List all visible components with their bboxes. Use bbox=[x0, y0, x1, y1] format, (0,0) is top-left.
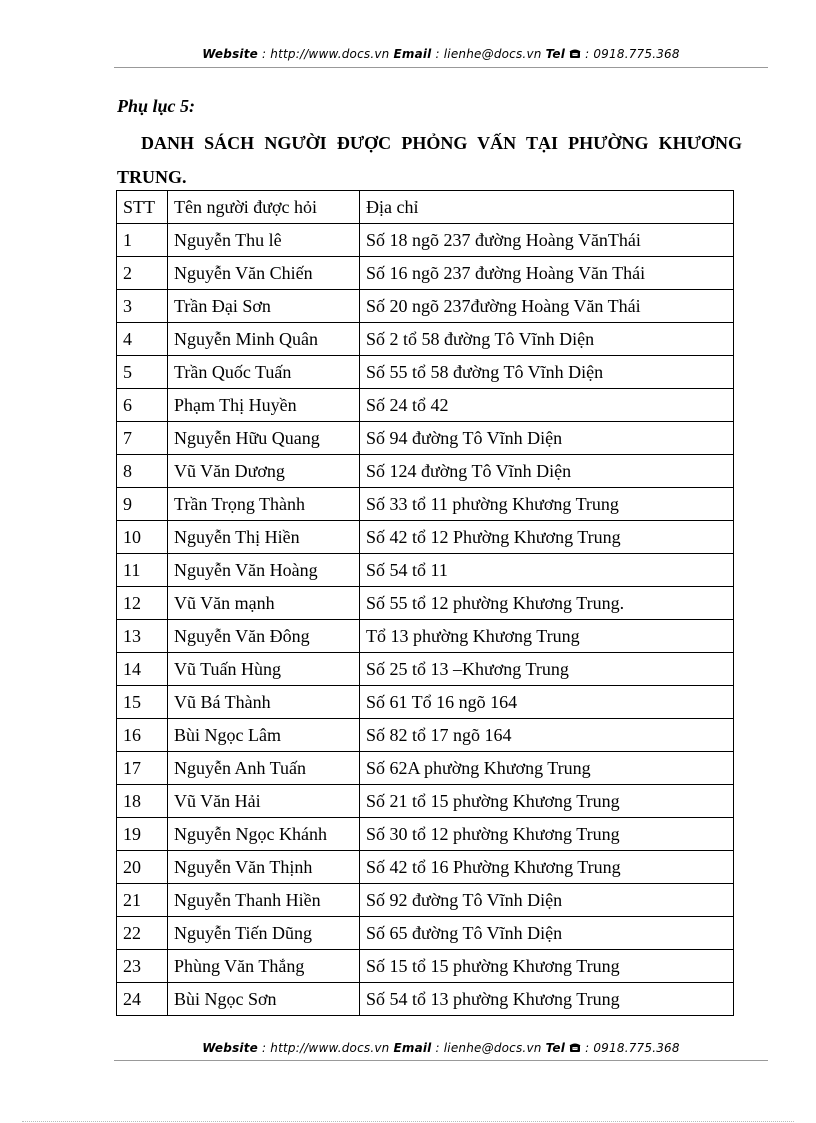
cell-name: Nguyễn Thu lê bbox=[168, 224, 360, 257]
table-row bbox=[117, 752, 734, 785]
table-row bbox=[117, 653, 734, 686]
table-row bbox=[117, 554, 734, 587]
page-footer bbox=[114, 1041, 768, 1055]
cell-address: Số 65 đường Tô Vĩnh Diện bbox=[360, 917, 734, 950]
phone-number: : 0918.775.368 bbox=[581, 1041, 680, 1055]
table-row bbox=[117, 983, 734, 1016]
cell-name: Nguyễn Văn Đông bbox=[168, 620, 360, 653]
cell-name: Nguyễn Hữu Quang bbox=[168, 422, 360, 455]
cell-address: Số 18 ngõ 237 đường Hoàng VănThái bbox=[360, 224, 734, 257]
cell-address: Số 62A phường Khương Trung bbox=[360, 752, 734, 785]
table-row bbox=[117, 455, 734, 488]
cell-name: Bùi Ngọc Lâm bbox=[168, 719, 360, 752]
cell-address: Số 20 ngõ 237đường Hoàng Văn Thái bbox=[360, 290, 734, 323]
footer-divider bbox=[114, 1060, 768, 1061]
table-row bbox=[117, 884, 734, 917]
cell-address: Số 94 đường Tô Vĩnh Diện bbox=[360, 422, 734, 455]
tel-label: Tel bbox=[545, 47, 566, 61]
table-row bbox=[117, 521, 734, 554]
cell-address: Số 61 Tổ 16 ngõ 164 bbox=[360, 686, 734, 719]
cell-name: Nguyễn Tiến Dũng bbox=[168, 917, 360, 950]
cell-stt: 15 bbox=[117, 686, 168, 719]
cell-stt: 5 bbox=[117, 356, 168, 389]
interviewee-table bbox=[116, 190, 734, 1016]
cell-stt: 19 bbox=[117, 818, 168, 851]
phone-icon bbox=[569, 48, 581, 59]
table-row bbox=[117, 587, 734, 620]
cell-name: Vũ Tuấn Hùng bbox=[168, 653, 360, 686]
table-row bbox=[117, 851, 734, 884]
cell-stt: 16 bbox=[117, 719, 168, 752]
table-row bbox=[117, 422, 734, 455]
appendix-label: Phụ lục 5: bbox=[117, 96, 196, 116]
email-label: Email bbox=[393, 47, 432, 61]
column-header-stt: STT bbox=[117, 191, 168, 224]
cell-stt: 6 bbox=[117, 389, 168, 422]
cell-address: Số 54 tổ 11 bbox=[360, 554, 734, 587]
table-row bbox=[117, 620, 734, 653]
table-row bbox=[117, 356, 734, 389]
cell-stt: 18 bbox=[117, 785, 168, 818]
cell-name: Vũ Bá Thành bbox=[168, 686, 360, 719]
phone-number: : 0918.775.368 bbox=[581, 47, 680, 61]
email-address[interactable]: : lienhe@docs.vn bbox=[431, 1041, 546, 1055]
cell-address: Số 124 đường Tô Vĩnh Diện bbox=[360, 455, 734, 488]
cell-name: Phạm Thị Huyền bbox=[168, 389, 360, 422]
cell-address: Số 42 tổ 16 Phường Khương Trung bbox=[360, 851, 734, 884]
cell-address: Số 25 tổ 13 –Khương Trung bbox=[360, 653, 734, 686]
cell-address: Số 21 tổ 15 phường Khương Trung bbox=[360, 785, 734, 818]
cell-name: Nguyễn Văn Hoàng bbox=[168, 554, 360, 587]
cell-stt: 7 bbox=[117, 422, 168, 455]
cell-name: Nguyễn Anh Tuấn bbox=[168, 752, 360, 785]
column-header-name: Tên người được hỏi bbox=[168, 191, 360, 224]
cell-address: Số 33 tổ 11 phường Khương Trung bbox=[360, 488, 734, 521]
cell-stt: 4 bbox=[117, 323, 168, 356]
cell-stt: 3 bbox=[117, 290, 168, 323]
cell-stt: 12 bbox=[117, 587, 168, 620]
cell-name: Phùng Văn Thắng bbox=[168, 950, 360, 983]
website-label: Website bbox=[202, 1041, 258, 1055]
page-edge-divider bbox=[22, 1121, 794, 1122]
table-header-row bbox=[117, 191, 734, 224]
cell-address: Số 55 tổ 12 phường Khương Trung. bbox=[360, 587, 734, 620]
table-row bbox=[117, 785, 734, 818]
cell-name: Nguyễn Văn Thịnh bbox=[168, 851, 360, 884]
cell-name: Vũ Văn Hải bbox=[168, 785, 360, 818]
cell-address: Số 30 tổ 12 phường Khương Trung bbox=[360, 818, 734, 851]
cell-name: Vũ Văn Dương bbox=[168, 455, 360, 488]
cell-name: Nguyễn Thanh Hiền bbox=[168, 884, 360, 917]
cell-stt: 21 bbox=[117, 884, 168, 917]
table-row bbox=[117, 950, 734, 983]
cell-address: Số 54 tổ 13 phường Khương Trung bbox=[360, 983, 734, 1016]
phone-icon bbox=[569, 1042, 581, 1053]
cell-name: Vũ Văn mạnh bbox=[168, 587, 360, 620]
cell-stt: 13 bbox=[117, 620, 168, 653]
cell-name: Trần Đại Sơn bbox=[168, 290, 360, 323]
cell-stt: 8 bbox=[117, 455, 168, 488]
cell-stt: 24 bbox=[117, 983, 168, 1016]
table-row bbox=[117, 323, 734, 356]
page-header bbox=[114, 47, 768, 61]
email-label: Email bbox=[393, 1041, 432, 1055]
cell-stt: 23 bbox=[117, 950, 168, 983]
table-row bbox=[117, 719, 734, 752]
cell-stt: 14 bbox=[117, 653, 168, 686]
website-url[interactable]: : http://www.docs.vn bbox=[258, 1041, 394, 1055]
table-row bbox=[117, 389, 734, 422]
cell-name: Bùi Ngọc Sơn bbox=[168, 983, 360, 1016]
table-row bbox=[117, 290, 734, 323]
cell-address: Số 24 tổ 42 bbox=[360, 389, 734, 422]
cell-stt: 11 bbox=[117, 554, 168, 587]
cell-name: Nguyễn Ngọc Khánh bbox=[168, 818, 360, 851]
cell-address: Số 55 tổ 58 đường Tô Vĩnh Diện bbox=[360, 356, 734, 389]
cell-address: Số 42 tổ 12 Phường Khương Trung bbox=[360, 521, 734, 554]
header-divider bbox=[114, 67, 768, 68]
website-url[interactable]: : http://www.docs.vn bbox=[258, 47, 394, 61]
cell-name: Nguyễn Văn Chiến bbox=[168, 257, 360, 290]
cell-address: Số 82 tổ 17 ngõ 164 bbox=[360, 719, 734, 752]
cell-stt: 10 bbox=[117, 521, 168, 554]
cell-address: Số 2 tổ 58 đường Tô Vĩnh Diện bbox=[360, 323, 734, 356]
cell-address: Số 92 đường Tô Vĩnh Diện bbox=[360, 884, 734, 917]
cell-stt: 9 bbox=[117, 488, 168, 521]
table-row bbox=[117, 917, 734, 950]
page-title: DANH SÁCH NGƯỜI ĐƯỢC PHỎNG VẤN TẠI PHƯỜNG KHƯƠNG TRUNG. bbox=[117, 133, 742, 187]
cell-name: Trần Quốc Tuấn bbox=[168, 356, 360, 389]
website-label: Website bbox=[202, 47, 258, 61]
cell-stt: 1 bbox=[117, 224, 168, 257]
cell-stt: 17 bbox=[117, 752, 168, 785]
cell-address: Số 15 tổ 15 phường Khương Trung bbox=[360, 950, 734, 983]
email-address[interactable]: : lienhe@docs.vn bbox=[431, 47, 546, 61]
cell-stt: 20 bbox=[117, 851, 168, 884]
cell-address: Số 16 ngõ 237 đường Hoàng Văn Thái bbox=[360, 257, 734, 290]
table-row bbox=[117, 257, 734, 290]
cell-stt: 22 bbox=[117, 917, 168, 950]
cell-stt: 2 bbox=[117, 257, 168, 290]
table-row bbox=[117, 686, 734, 719]
cell-address: Tổ 13 phường Khương Trung bbox=[360, 620, 734, 653]
tel-label: Tel bbox=[545, 1041, 566, 1055]
cell-name: Nguyễn Thị Hiền bbox=[168, 521, 360, 554]
table-row bbox=[117, 818, 734, 851]
table-row bbox=[117, 224, 734, 257]
table-row bbox=[117, 488, 734, 521]
column-header-address: Địa chỉ bbox=[360, 191, 734, 224]
cell-name: Trần Trọng Thành bbox=[168, 488, 360, 521]
cell-name: Nguyễn Minh Quân bbox=[168, 323, 360, 356]
